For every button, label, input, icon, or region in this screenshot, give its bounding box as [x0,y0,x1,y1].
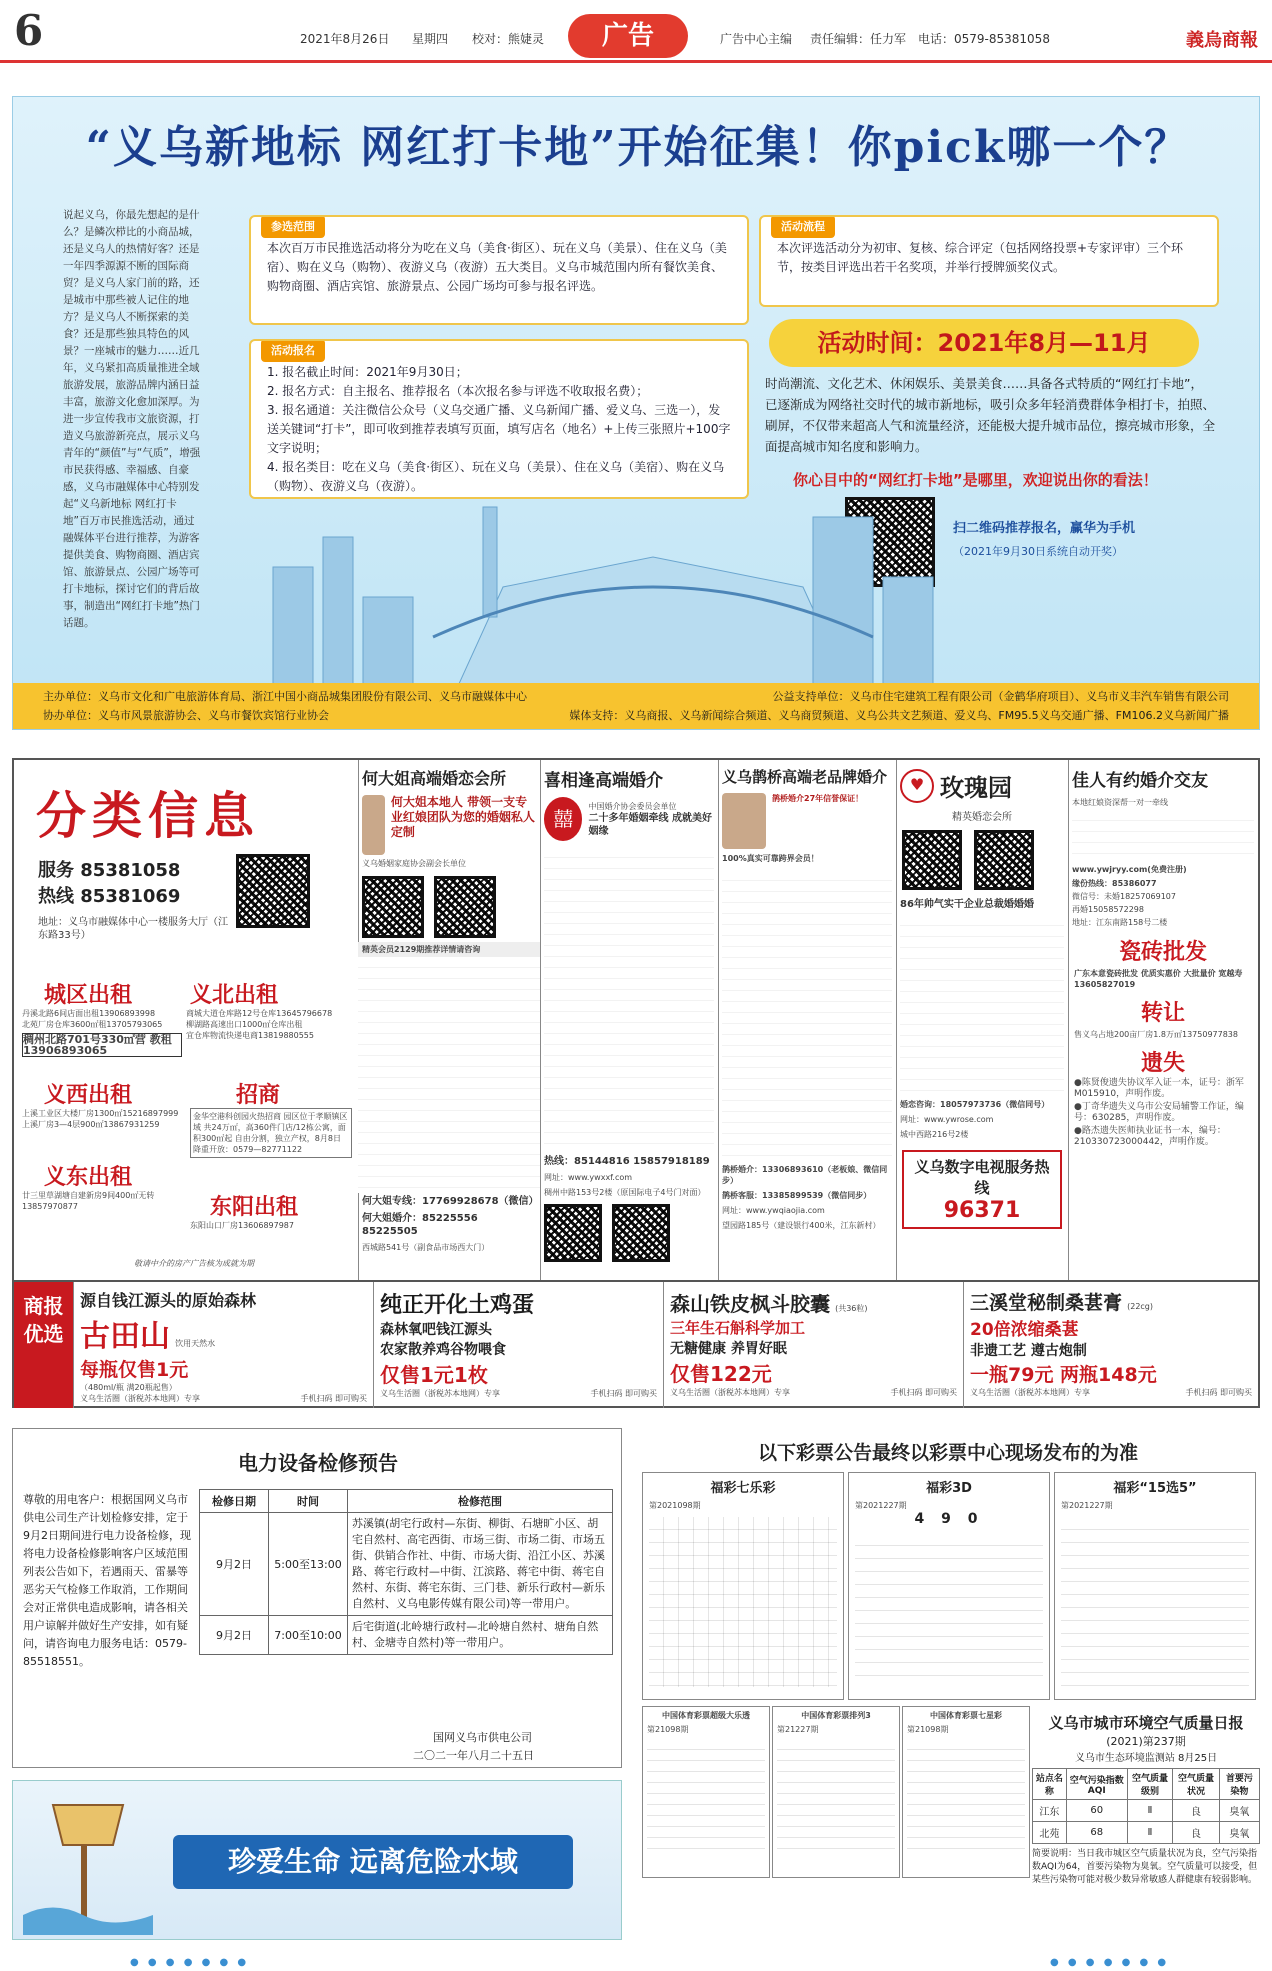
rent-east-list [22,1190,182,1212]
masthead: 義烏商報 [1186,30,1258,51]
cell-aqi: 68 [1066,1822,1127,1844]
member-listings-block [722,870,892,1160]
lottery-results-grid [647,1739,765,1859]
campaign-intro: 说起义乌，你最先想起的是什么？是鳞次栉比的小商品城，还是义乌人的热情好客？还是一年四季源源不断的国际商贸？是义乌人家门前的路，还是城市中那些被人记住的地方？是义乌人不断探索的美食？还是那些独具特色的风景？一座城市的魅力……近几年，义乌紧扣高质量推进全域旅游发展，旅游品牌内涵日益丰富，旅游文化愈加深厚。为进一步宣传我市文旅资源，打造义乌旅游新亮点，展示义乌青年的“颜值”与“气质”，增强市民获得感、幸福感、自豪感，义乌市融媒体中心特别发起“义乌新地标 网红打卡地”百万市民推选活动，通过融媒体平台进行推荐，为游客提供美食、购物商圈、酒店宾馆、旅游景点、公园广场等可打卡地标，探讨它们的背后故事，制造出“网红打卡地”热门话题。 [63,209,201,629]
cell-date: 9月2日 [200,1616,269,1655]
matchmaker-tagline: 鹊桥婚介27年信誉保证！ [772,794,864,803]
weekday: 星期四 [412,32,449,46]
matchmaker-web: 网址：www.ywxxf.com [544,1173,633,1182]
member-listings-block [358,957,540,1193]
table-row [200,1616,613,1655]
lottery-results-grid [855,1533,1043,1683]
product-headline: 三溪堂秘制桑葚膏 [970,1292,1123,1314]
product-seller: 义乌生活圈（浙税苏本地网）专享 [970,1388,1090,1397]
table-header-row [200,1490,613,1513]
matchmaker-qr-code[interactable] [434,876,496,938]
product-price: 仅售122元 [670,1362,772,1386]
product-sub: 无糖健康 养胃好眠 [670,1341,787,1357]
recruit-text: 金华空港科创园火热招商 园区位于孝顺镇区域 共24万㎡，高360件门店/12栋公寓，面积300㎡起 自由分割，独立产权，8月8日 降重开放：0579—82771122 [190,1108,352,1158]
sponsor-bar [13,683,1259,729]
lottery-name: 中国体育彩票超级大乐透 [662,1711,750,1720]
signup-item: 3. 报名通道：关注微信公众号（义乌交通广播、义乌新闻广播、爱义乌、三选一），发送关键词“打卡”，即可收到推荐表填写页面，填写店名（地名）+上传三张照片+100字文字说明； [267,403,731,455]
section-logo: 广告 [568,14,688,58]
product-sub: 三年生石斛科学加工 [670,1319,806,1337]
matchmaker-title: 喜相逢高端婚介 [544,771,663,791]
column-header: 站点名称 [1033,1769,1067,1800]
air-quality-table [1032,1768,1260,1844]
lottery-issue: 第2021098期 [649,1501,701,1510]
lost-item: ●丁奇华遗失义乌市公安局辅警工作证，编号：630285，声明作废。 [1074,1102,1244,1123]
qr-note: （2021年9月30日系统自动开奖） [953,545,1123,558]
column-header: 空气质量级别 [1127,1769,1173,1800]
classified-section [12,758,1260,1408]
campaign-description: 时尚潮流、文化艺术、休闲娱乐、美景美食……具备各式特质的“网红打卡地”，已逐渐成为网络社交时代的城市新地标，吸引众多年轻消费群体争相打卡，拍照、刷屏，不仅带来超高人气和流量经济，还能极大提升城市品位，擦亮城市形象，全面提高城市知名度和影响力。 [765,376,1216,454]
product-headline-note: (22cg) [1127,1302,1154,1311]
cell-pollutant: 臭氧 [1219,1800,1259,1822]
matchmaker-title: 佳人有约婚介交友 [1072,771,1208,791]
power-sign-date: 二〇二一年八月二十五日 [413,1749,534,1762]
matchmaker-phone: 热线：85144816 15857918189 [544,1156,710,1167]
power-title: 电力设备检修预告 [238,1451,398,1475]
date: 2021年8月26日 [300,32,390,46]
product-ads-row [14,1280,1258,1408]
listing: 廿三里草湖塘自建新房9间400㎡无转13857970877 [22,1191,155,1211]
matchmaker-tagline: 二十多年婚姻牵线 成就美好姻缘 [588,812,712,837]
cell-scope: 后宅街道(北岭塘行政村—北岭塘自然村、塘角自然村、金塘寺自然村)等一带用户。 [348,1616,613,1655]
qr-caption: 扫二维码推荐报名，赢华为手机 [953,521,1136,536]
product-sub: 非遗工艺 遵古炮制 [970,1343,1087,1359]
listing: 柳湖路高速出口1000㎡仓库出租 [186,1020,303,1029]
column-header: 首要污染物 [1219,1769,1259,1800]
service-phone: 服务 85381058 [38,860,181,881]
matchmaker-phone: 缘份热线：85386077 [1072,879,1157,888]
matchmaker-phone: 何大姐婚介：85225556 85225505 [362,1213,478,1237]
process-text: 本次评选活动分为初审、复核、综合评定（包括网络投票+专家评审）三个环节，按类目评选出若干名奖项，并举行授牌颁奖仪式。 [777,241,1184,274]
lost-title: 遗失 [1140,1050,1185,1076]
matchmaker-tagline: 何大姐本地人 带领一支专业红娘团队为您的婚姻私人定制 [390,795,535,839]
matchmaker-qr-code[interactable] [902,830,962,890]
matchmaker-ad [540,760,719,1280]
rent-city-title: 城区出租 [44,982,133,1008]
listing: 商城大道仓库路12号仓库13645796678 [186,1009,333,1018]
signup-label: 活动报名 [261,339,325,362]
table-row [200,1513,613,1616]
table-header-row [1033,1769,1260,1800]
product-ad [74,1282,374,1408]
product-note: （480ml/瓶 满20瓶起售） [80,1383,177,1392]
rent-north-list [186,1008,352,1041]
lost-item: ●陈贤俊遗失协议军入证一本，证号：浙军M015910，声明作废。 [1074,1078,1244,1099]
digital-tv-service-box [902,1150,1062,1229]
table-row [1033,1822,1260,1844]
editor-center: 广告中心主编 [720,32,793,46]
listing: 东阳山口厂房13606897987 [190,1221,294,1230]
product-headline: 森山铁皮枫斗胶囊 [670,1292,830,1316]
cell-pollutant: 臭氧 [1219,1822,1259,1844]
cell-status: 良 [1173,1800,1219,1822]
matchmaker-address: 地址：江东南路158号二楼 [1072,918,1168,927]
lottery-panel [642,1472,844,1700]
air-quality-report [1032,1712,1260,1952]
lottery-issue: 第21098期 [647,1725,689,1734]
warning-sign-icon [23,1795,153,1935]
transfer-title: 转让 [1140,1000,1185,1026]
safety-slogan: 珍爱生命 远离危险水域 [173,1835,573,1889]
matchmaker-address: 城中西路216号2楼 [900,1130,969,1139]
matchmaker-sub: 义乌婚姻家庭协会副会长单位 [362,859,466,868]
footer-dots-left: ● ● ● ● ● ● ● [130,1957,250,1968]
classified-notice: 敬请中介的房产广告核为成就为期 [134,1259,254,1268]
listing: 稠州北路701号330㎡营 教租 13906893065 [22,1033,182,1057]
misc-ads-column [1068,760,1258,1280]
member-listings-block [900,915,1064,1095]
power-maintenance-notice [12,1428,622,1768]
product-seller: 义乌生活圈（浙税苏本地网）专享 [80,1394,200,1403]
air-title: 义乌市城市环境空气质量日报 [1048,1714,1244,1732]
portrait-photo [722,793,766,849]
double-happiness-icon: 囍 [544,797,582,841]
lottery-name: 福彩3D [926,1481,972,1496]
portrait-photo [362,795,385,855]
matchmaker-sub: 86年帅气实干企业总裁婚婚婚 [900,899,1034,910]
cell-date: 9月2日 [200,1513,269,1616]
lottery-title: 以下彩票公告最终以彩票中心现场发布的为准 [757,1442,1138,1464]
power-signature: 国网义乌市供电公司 [433,1731,532,1744]
column-header: 空气质量状况 [1173,1769,1219,1800]
product-footer [970,1387,1252,1398]
scope-box [249,215,749,325]
scan-to-buy[interactable]: 手机扫码 即可购买 [300,1394,367,1403]
lottery-name: 中国体育彩票七星彩 [930,1711,1002,1720]
member-listings-block [1072,810,1254,860]
product-sub: 农家散养鸡谷物喂食 [380,1342,506,1358]
signup-box [249,339,749,499]
city-skyline-illustration [253,477,953,697]
air-issue: (2021)第237期 [1106,1735,1186,1748]
cell-time: 5:00至13:00 [269,1513,348,1616]
product-sub: 20倍浓缩桑葚 [970,1320,1079,1340]
checkin-campaign-ad [12,96,1260,730]
classified-address: 地址：义乌市融媒体中心一楼服务大厅（江东路33号） [38,917,228,941]
phone: 电话：0579-85381058 [918,32,1050,46]
matchmaker-text-group [588,801,714,838]
winning-numbers: 4 9 0 [914,1511,984,1527]
lottery-panel [642,1706,770,1878]
page-number: 6 [14,6,44,55]
service-phone: 96371 [943,1198,1021,1223]
lottery-results-grid [777,1739,895,1859]
lost-item: ●路杰遗失医师执业证书一本，编号：210330723000442，声明作废。 [1074,1126,1226,1147]
footer-dots-right: ● ● ● ● ● ● ● [1050,1957,1170,1968]
lottery-issue: 第2021227期 [855,1501,907,1510]
product-headline: 源自钱江源头的原始森林 [80,1291,257,1310]
matchmaker-tagline: 精英婚恋会所 [952,812,1012,823]
scope-label: 参选范围 [261,215,325,238]
matchmaker-title: 何大姐高端婚恋会所 [362,769,507,788]
lottery-issue: 第21227期 [777,1725,819,1734]
column-header: 检修日期 [200,1490,269,1513]
matchmaker-phone: 鹊桥婚介：13306893610（老板娘、微信同步） [722,1165,888,1185]
product-price: 每瓶仅售1元 [80,1359,189,1381]
listing: 北苑厂房仓库3600㎡租13705793065 [22,1020,163,1029]
page-header [0,0,1272,70]
matchmaker-title: 玫瑰园 [940,774,1012,802]
co-organizers: 协办单位：义乌市风景旅游协会、义乌市餐饮宾馆行业协会 [43,709,329,722]
matchmaker-web: www.ywjryy.com(免费注册) [1072,865,1187,874]
water-safety-banner [12,1780,622,1940]
matchmaker-title: 义乌鹊桥高端老品牌婚介 [722,768,888,786]
listing: 上溪厂房3—4层900㎡13867931259 [22,1120,160,1129]
matchmaker-sub: 中国婚介协会委员会单位 [588,801,677,811]
cell-time: 7:00至10:00 [269,1616,348,1655]
matchmaker-tagline: 本地红娘资深帮一对一牵线 [1072,798,1168,807]
product-ad [664,1282,964,1408]
matchmaker-qr-code[interactable] [612,1204,670,1262]
editor: 责任编辑：任力军 [810,32,907,46]
power-intro: 尊敬的用电客户：根据国网义乌市供电公司生产计划检修安排，定于9月2日期间进行电力设备检修，现将电力设备检修影响客户区域范围列表公告如下，若遇雨天、雷暴等恶劣天气检修工作取消，工作期间会对正常供电造成影响，请各相关用户谅解并做好生产安排，如有疑问，请咨询电力服务电话：0579-85518551。 [23,1493,191,1668]
scan-to-buy[interactable]: 手机扫码 即可购买 [890,1388,957,1397]
matchmaker-address: 望园路185号（建设银行400米，江东新村） [722,1221,881,1230]
rent-west-title: 义西出租 [44,1082,133,1108]
product-seller: 义乌生活圈（浙税苏本地网）专享 [670,1388,790,1397]
classified-title: 分类信息 [36,786,260,845]
scan-to-buy[interactable]: 手机扫码 即可购买 [590,1389,657,1398]
matchmaker-ad [896,760,1069,1280]
matchmaker-qr-code[interactable] [544,1204,602,1262]
matchmaker-ad [718,760,897,1280]
media-support: 媒体支持：义乌商报、义乌新闻综合频道、义乌商贸频道、义乌公共文艺频道、爱义乌、FM95.5义乌交通广播、FM106.2义乌新闻广播 [569,709,1229,722]
listing: 上溪工业区大楼厂房1300㎡15216897999 [22,1109,179,1118]
lottery-issue: 第2021227期 [1061,1501,1113,1510]
lottery-issue: 第21098期 [907,1725,949,1734]
process-label: 活动流程 [771,215,835,238]
listing: 丹溪北路6间店面出租13906893998 [22,1009,156,1018]
matchmaker-address: 西城路541号（副食品市场西大门） [362,1243,490,1252]
column-header: 检修范围 [348,1490,613,1513]
cell-aqi: 60 [1066,1800,1127,1822]
campaign-headline: “义乌新地标 网红打卡地”开始征集！你pick哪一个？ [85,122,1191,173]
lottery-panel [1054,1472,1256,1700]
campaign-slogan: 你心目中的“网红打卡地”是哪里，欢迎说出你的看法！ [793,471,1158,489]
product-footer [380,1388,657,1399]
signup-item: 4. 报名类目：吃在义乌（美食·街区）、玩在义乌（美景）、住在义乌（美宿）、购在义乌（购物）、夜游义乌（夜游）。 [267,460,725,493]
transfer-text: 售义乌占地200亩厂房1.8万㎡13750977838 [1074,1030,1238,1039]
classified-info-column [14,760,359,1280]
matchmaker-phone: 微信号：未婚18257069107 [1072,892,1176,901]
lottery-results-grid [649,1517,837,1687]
header-rule [0,60,1272,63]
product-headline-note: (共36粒) [835,1304,868,1313]
charity-units: 公益支持单位：义乌市住宅建筑工程有限公司（金鹤华府项目）、义乌市义丰汽车销售有限公司 [772,690,1229,703]
lottery-name: 福彩“15选5” [1113,1481,1197,1496]
member-listings-block [544,847,714,1147]
product-seller: 义乌生活圈（浙税苏本地网）专享 [380,1389,500,1398]
signup-item: 1. 报名截止时间：2021年9月30日； [267,365,468,379]
rose-logo-icon: ♥ [900,769,934,803]
product-ad [374,1282,664,1408]
rent-north-title: 义北出租 [190,982,279,1008]
product-name: 古田山 [80,1319,170,1354]
cell-site: 江东 [1033,1800,1067,1822]
column-header: 时间 [269,1490,348,1513]
product-footer [670,1387,957,1398]
product-price: 仅售1元1枚 [380,1363,488,1387]
product-ad [964,1282,1258,1408]
product-headline: 纯正开化土鸡蛋 [380,1293,535,1318]
air-summary: 简要说明：当日我市城区空气质量状况为良，空气污染指数AQI为64，首要污染物为臭氧。空气质量可以接受，但某些污染物可能对极少数异常敏感人群健康有较弱影响。 [1032,1849,1258,1885]
matchmaker-address: 稠州中路153号2楼（原国际电子4号门对面） [544,1188,706,1197]
proofreader: 校对：熊婕灵 [472,32,545,46]
cell-status: 良 [1173,1822,1219,1844]
table-row [1033,1800,1260,1822]
matchmaker-phone: 鹊桥客服：13385899539（微信同步） [722,1191,872,1200]
product-section-label: 商报优选 [14,1282,74,1408]
matchmaker-phone: 婚恋咨询：18057973736（微信同号） [900,1100,1050,1109]
tile-title: 瓷砖批发 [1118,939,1207,965]
matchmaker-phone: 何大姐专线：17769928678（微信） [362,1196,539,1207]
service-title: 义乌数字电视服务热线 [914,1158,1050,1197]
lottery-name: 福彩七乐彩 [710,1481,776,1496]
power-schedule-table [199,1489,613,1655]
host-units: 主办单位：义乌市文化和广电旅游体育局、浙江中国小商品城集团股份有限公司、义乌市融媒体中心 [43,690,527,703]
rent-west-list [22,1108,182,1130]
scan-to-buy[interactable]: 手机扫码 即可购买 [1185,1388,1252,1397]
matchmaker-qr-code[interactable] [974,830,1034,890]
lottery-name: 中国体育彩票排列3 [801,1711,871,1720]
recruit-title: 招商 [236,1082,281,1108]
matchmaker-section: 精英会员2129期推荐详情请咨询 [358,942,540,957]
cell-level: Ⅱ [1127,1822,1173,1844]
process-box [759,215,1219,307]
matchmaker-web: 网址：www.ywrose.com [900,1115,994,1124]
matchmaker-phone: 再婚15058572298 [1072,905,1144,914]
rent-east-title: 义东出租 [44,1164,133,1190]
classified-qr-code[interactable] [236,854,310,928]
lottery-panel [772,1706,900,1878]
lottery-results-grid [1061,1517,1249,1687]
cell-level: Ⅱ [1127,1800,1173,1822]
matchmaker-ad [358,760,541,1280]
matchmaker-sub: 100%真实可靠跨界会员！ [722,854,819,863]
product-sub: 森林氧吧钱江源头 [380,1322,492,1338]
signup-item: 2. 报名方式：自主报名、推荐报名（本次报名参与评选不收取报名费）； [267,384,649,398]
cell-scope: 苏溪镇(胡宅行政村—东街、柳街、石塘旷小区、胡宅自然村、高宅西街、市场三街、市场二街、市场五街、供销合作社、中街、市场大街、沿江小区、苏溪路、蒋宅行政村—中街、江滨路、蒋宅中街、蒋宅自然村、东街、蒋宅东街、三门巷、新乐行政村—新乐自然村、义乌电影传媒有限公司)等一带用户。 [348,1513,613,1616]
rent-city-list [22,1008,182,1057]
scope-text: 本次百万市民推选活动将分为吃在义乌（美食·街区）、玩在义乌（美景）、住在义乌（美宿）、购在义乌（购物）、夜游义乌（夜游）五大类目。义乌市城范围内所有餐饮美食、购物商圈、酒店宾馆、旅游景点、公园广场均可参与报名评选。 [267,241,727,293]
cell-site: 北苑 [1033,1822,1067,1844]
product-name-note: 饮用天然水 [175,1339,216,1348]
lottery-panel [902,1706,1030,1878]
matchmaker-web: 网址：www.ywqiaojia.com [722,1206,825,1215]
tile-text: 广东本意瓷砖批发 优质实惠价 大批量价 宽越寿 13605827019 [1074,969,1243,989]
product-footer [80,1393,367,1404]
lottery-results-grid [907,1739,1025,1859]
lottery-panel [848,1472,1050,1700]
rent-dongyang-title: 东阳出租 [210,1194,299,1220]
product-price: 一瓶79元 两瓶148元 [970,1364,1157,1386]
listing: 宜仓库物流快递电商13819880555 [186,1031,314,1040]
hotline-phone: 热线 85381069 [38,886,181,907]
matchmaker-qr-code[interactable] [362,876,424,938]
column-header: 空气污染指数AQI [1066,1769,1127,1800]
rent-dongyang-list [190,1220,350,1231]
air-publisher: 义乌市生态环境监测站 8月25日 [1074,1753,1218,1764]
activity-time-banner: 活动时间：2021年8月—11月 [769,319,1199,367]
